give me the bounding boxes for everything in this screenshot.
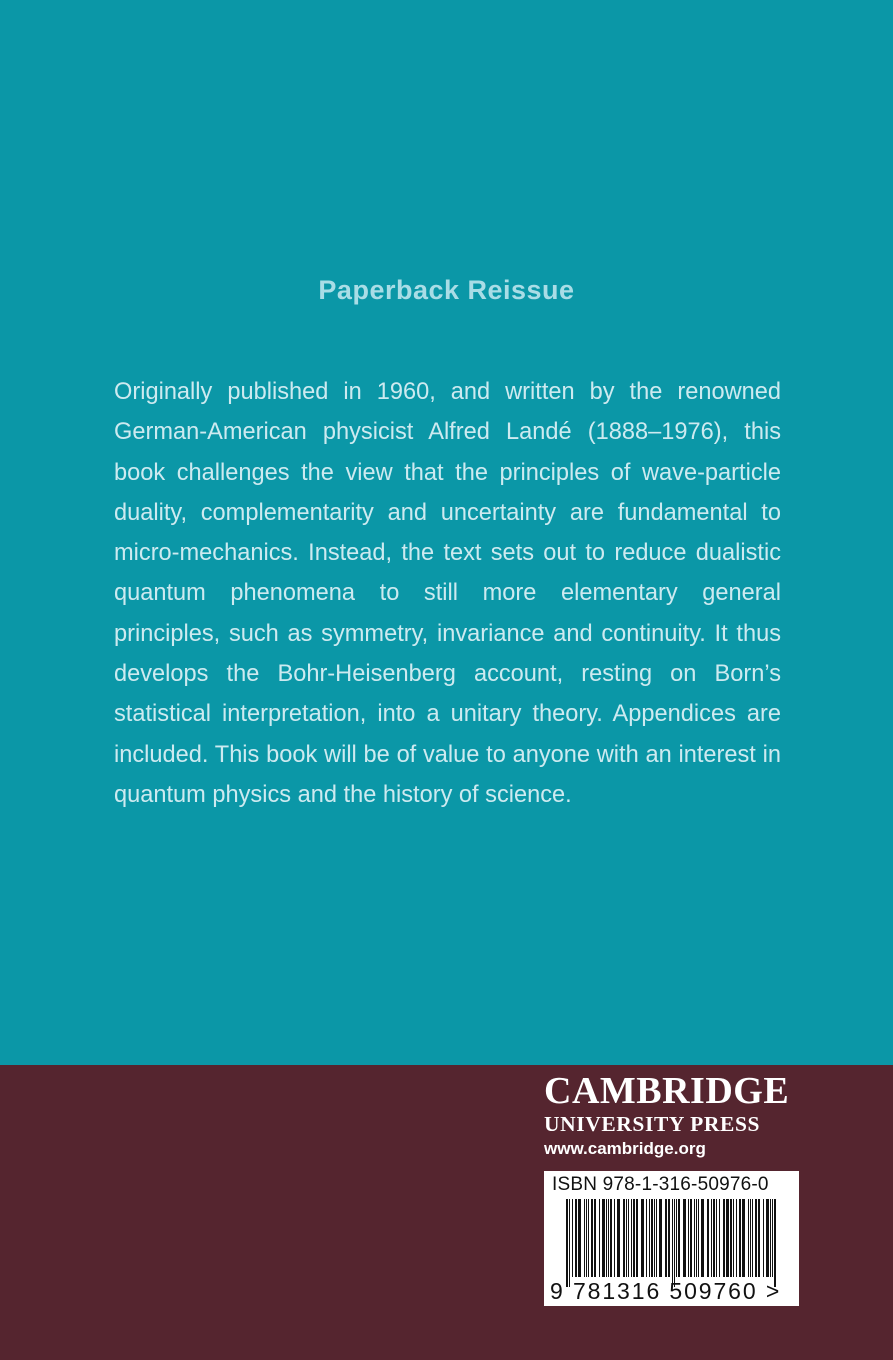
barcode-bar: [770, 1199, 771, 1277]
barcode-bar: [654, 1199, 655, 1277]
barcode-bar: [716, 1199, 717, 1277]
barcode-bar: [739, 1199, 741, 1277]
publisher-name: CAMBRIDGE: [544, 1070, 790, 1112]
barcode-bar: [591, 1199, 593, 1277]
barcode-bar: [742, 1199, 745, 1277]
barcode-bar: [766, 1199, 769, 1277]
barcode-bar: [575, 1199, 577, 1277]
barcode-bar: [723, 1199, 725, 1277]
barcode-bar: [707, 1199, 709, 1277]
barcode-bar: [602, 1199, 605, 1277]
barcode-bar: [694, 1199, 695, 1277]
barcode-bar: [599, 1199, 600, 1277]
barcode-bar: [690, 1199, 692, 1277]
barcode-bar: [665, 1199, 667, 1277]
barcode-bar: [688, 1199, 689, 1277]
barcode-bar: [698, 1199, 699, 1277]
barcode-bar: [610, 1199, 612, 1277]
barcode-digits: 9 781316 509760 >: [550, 1278, 782, 1304]
barcode-bar: [651, 1199, 653, 1277]
barcode-bar: [628, 1199, 629, 1277]
barcode-bar: [730, 1199, 732, 1277]
barcode-bar: [674, 1199, 675, 1287]
barcode-bar: [578, 1199, 581, 1277]
barcode-bar: [726, 1199, 729, 1277]
barcode-bar: [763, 1199, 764, 1277]
barcode-bar: [649, 1199, 650, 1277]
book-description: Originally published in 1960, and written by the renowned German-American physicist Alfred Landé (1888–1976), this book challenges the view that the principles of wave-particle duality, complementarity and uncertainty are fundamental to micro-mechanics. Instead, the text sets out to reduce dualistic quantum phenomena to still more elementary general principles, such as symmetry, invariance and continuity. It thus develops the Bohr-Heisenberg account, resting on Born’s statistical interpretation, into a unitary theory. Appendices are included. This book will be of value to anyone with an interest in quantum physics and the history of science.: [114, 379, 781, 808]
barcode-bar: [623, 1199, 625, 1277]
barcode-bar: [588, 1199, 589, 1277]
barcode-bar: [755, 1199, 757, 1277]
series-label: Paperback Reissue: [318, 275, 575, 305]
barcode-bar: [659, 1199, 662, 1277]
barcode-bar: [711, 1199, 712, 1277]
barcode-bar: [606, 1199, 607, 1277]
isbn-label: ISBN 978-1-316-50976-0: [552, 1174, 769, 1195]
barcode-bar: [772, 1199, 773, 1277]
barcode-bar: [636, 1199, 638, 1277]
barcode-bar: [566, 1199, 568, 1287]
barcode-bar: [594, 1199, 596, 1277]
barcode-bar: [617, 1199, 620, 1277]
barcode-bar: [631, 1199, 632, 1277]
barcode-bar: [676, 1199, 677, 1277]
barcode-bar: [758, 1199, 760, 1277]
barcode-bar: [569, 1199, 570, 1287]
barcode-bar: [696, 1199, 697, 1277]
barcode-bar: [750, 1199, 751, 1277]
barcode-bar: [701, 1199, 704, 1277]
barcode-bar: [614, 1199, 615, 1277]
publisher-logo: [544, 1070, 804, 1162]
barcode-bar: [748, 1199, 749, 1277]
barcode-bar: [672, 1199, 673, 1287]
barcode-bar: [633, 1199, 635, 1277]
barcode-bar: [626, 1199, 627, 1277]
barcode-bar: [586, 1199, 587, 1277]
barcode-bar: [584, 1199, 585, 1277]
barcode-bar: [656, 1199, 657, 1277]
isbn-barcode: [544, 1171, 799, 1306]
barcode-bar: [668, 1199, 670, 1277]
barcode-bar: [608, 1199, 609, 1277]
publisher-url: www.cambridge.org: [544, 1139, 706, 1158]
barcode-bar: [572, 1199, 573, 1277]
barcode-bar: [774, 1199, 776, 1287]
barcode-bar: [678, 1199, 680, 1277]
barcode-bar: [641, 1199, 644, 1277]
barcode-bar: [683, 1199, 686, 1277]
barcode-bar: [719, 1199, 720, 1277]
barcode-bar: [733, 1199, 734, 1277]
publisher-subtitle: UNIVERSITY PRESS: [544, 1112, 761, 1136]
barcode-bar: [646, 1199, 647, 1277]
barcode-bar: [736, 1199, 737, 1277]
barcode-bar: [752, 1199, 753, 1277]
barcode-bar: [713, 1199, 715, 1277]
